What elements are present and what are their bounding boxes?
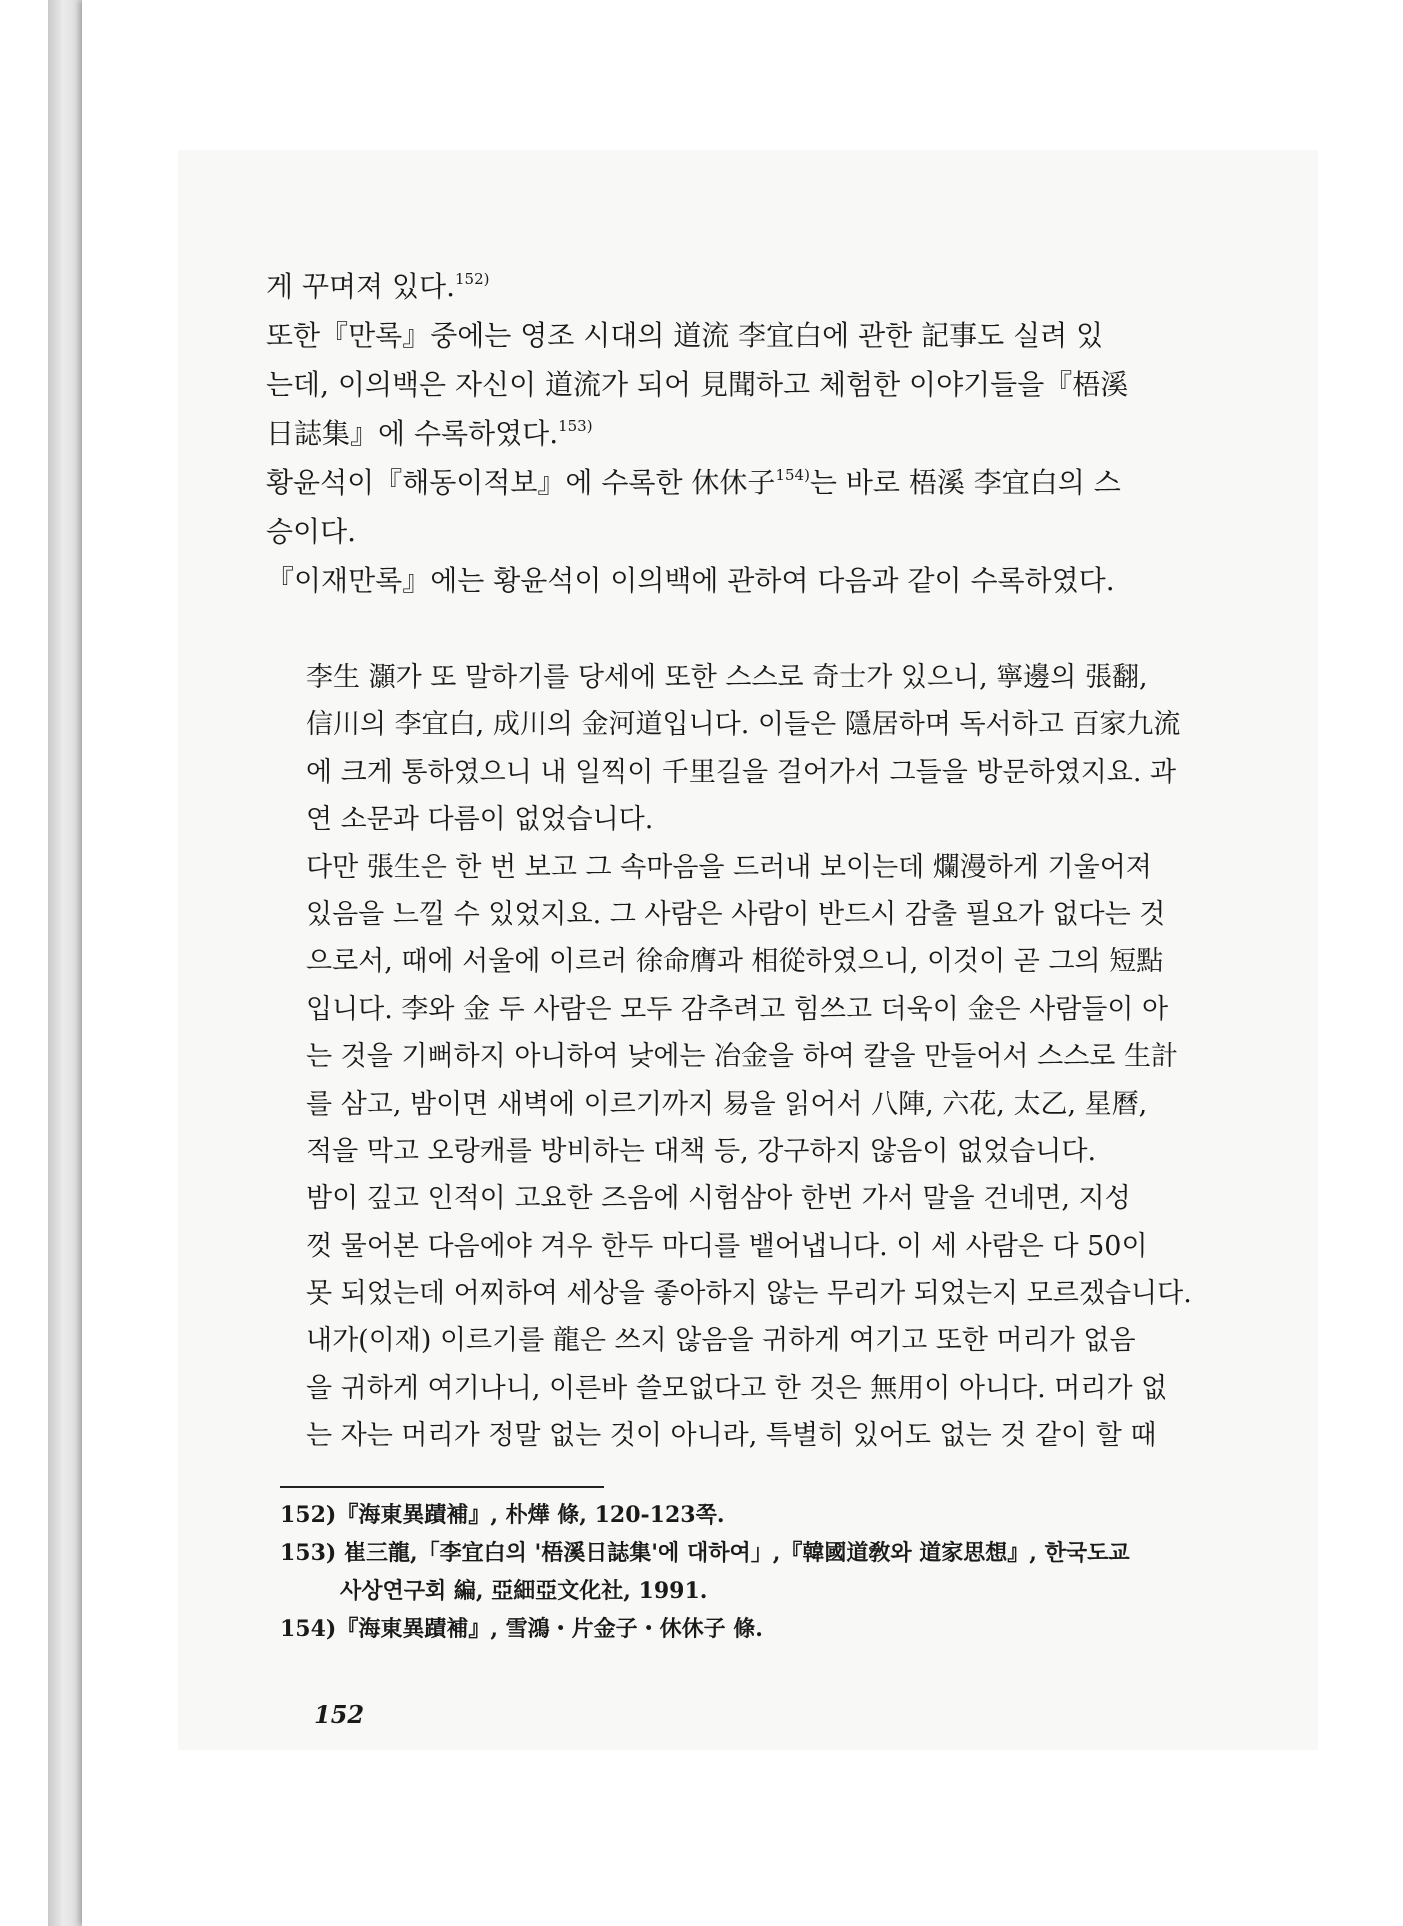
quote-line: 다만 張生은 한 번 보고 그 속마음을 드러내 보이는데 爛漫하게 기울어져 [306, 851, 1152, 883]
quote-line: 는 것을 기뻐하지 아니하여 낮에는 冶金을 하여 칼을 만들어서 스스로 生計 [306, 1041, 1178, 1073]
quote-line: 있음을 느낄 수 있었지요. 그 사람은 사람이 반드시 감출 필요가 없다는 것 [306, 898, 1166, 930]
quote-line: 밤이 깊고 인적이 고요한 즈음에 시험삼아 한번 가서 말을 건네면, 지성 [306, 1183, 1131, 1215]
body-line-7: 『이재만록』에는 황윤석이 이의백에 관하여 다음과 같이 수록하였다. [266, 564, 1115, 597]
quote-line: 를 삼고, 밤이면 새벽에 이르기까지 易을 읽어서 八陣, 六花, 太乙, 星曆, [306, 1088, 1148, 1120]
body-line-5: 황윤석이『해동이적보』에 수록한 休休子$^{154)}$는 바로 梧溪 李宜白의 스 [266, 466, 1121, 499]
quote-line: 적을 막고 오랑캐를 방비하는 대책 등, 강구하지 않음이 없었습니다. [306, 1135, 1097, 1167]
footnotes [280, 1496, 1250, 1648]
quote-line: 못 되었는데 어찌하여 세상을 좋아하지 않는 무리가 되었는지 모르겠습니다. [306, 1278, 1192, 1310]
footnote-ref-153[interactable]: 153) [558, 417, 593, 435]
quote-line: 연 소문과 다름이 없었습니다. [306, 804, 654, 836]
book-spine [48, 0, 86, 1926]
footnote-divider [280, 1486, 604, 1488]
quote-line: 에 크게 통하였으니 내 일찍이 千里길을 걸어가서 그들을 방문하였지요. 과 [306, 756, 1177, 788]
footnote-ref-154[interactable]: 154) [775, 466, 810, 484]
quote-line: 李生 灝가 또 말하기를 당세에 또한 스스로 奇士가 있으니, 寧邊의 張翻, [306, 662, 1148, 693]
footnote-153-cont: 사상연구회 編, 亞細亞文化社, 1991. [340, 1578, 708, 1604]
quote-line: 는 자는 머리가 정말 없는 것이 아니라, 특별히 있어도 없는 것 같이 할 때 [306, 1420, 1157, 1452]
body-line-2: 또한『만록』중에는 영조 시대의 道流 李宜白에 관한 記事도 실려 있 [266, 319, 1104, 352]
footnote-153: 153) 崔三龍,「李宜白의 '梧溪日誌集'에 대하여」,『韓國道敎와 道家思想』, 한국도교 [280, 1540, 1130, 1566]
quote-line: 으로서, 때에 서울에 이르러 徐命膺과 相從하였으니, 이것이 곧 그의 短點 [306, 946, 1164, 978]
body-line-4: 日誌集』에 수록하였다.$^{153)}$ [266, 417, 593, 450]
quote-line: 입니다. 李와 金 두 사람은 모두 감추려고 힘쓰고 더욱이 金은 사람들이 아 [306, 993, 1169, 1025]
quote-line: 信川의 李宜白, 成川의 金河道입니다. 이들은 隱居하며 독서하고 百家九流 [306, 709, 1181, 741]
quote-line: 을 귀하게 여기나니, 이른바 쓸모없다고 한 것은 無用이 아니다. 머리가 없 [306, 1372, 1168, 1404]
footnote-154: 154)『海東異蹟補』, 雪鴻・片金子・休休子 條. [280, 1616, 763, 1642]
quote-line: 내가(이재) 이르기를 龍은 쓰지 않음을 귀하게 여기고 또한 머리가 없음 [306, 1325, 1136, 1357]
body-line-6: 승이다. [266, 515, 357, 548]
block-quote [306, 654, 1250, 1460]
page-number: 152 [314, 1700, 365, 1729]
footnote-152: 152)『海東異蹟補』, 朴燁 條, 120-123쪽. [280, 1502, 725, 1528]
body-line-3: 는데, 이의백은 자신이 道流가 되어 見聞하고 체험한 이야기들을『梧溪 [266, 368, 1129, 401]
body-line-1: 게 꾸며져 있다.$^{152)}$ [266, 270, 490, 303]
body-text [266, 262, 1250, 605]
footnote-ref-152[interactable]: 152) [455, 270, 490, 288]
quote-line: 껏 물어본 다음에야 겨우 한두 마디를 뱉어냅니다. 이 세 사람은 다 50이 [306, 1230, 1148, 1262]
